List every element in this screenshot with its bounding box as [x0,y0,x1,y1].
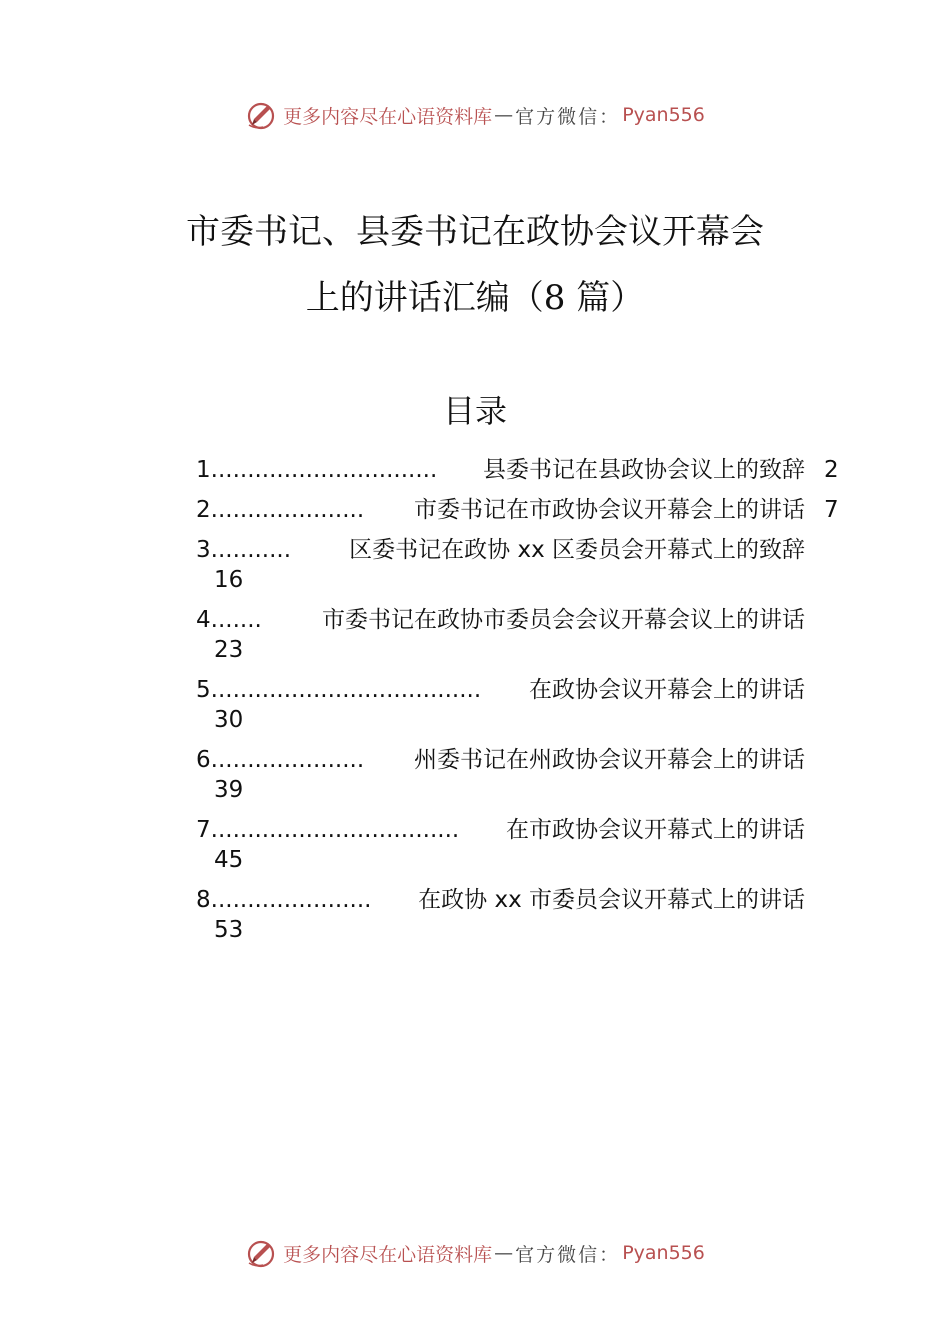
toc-entry-page: 16 [214,567,244,593]
watermark-wechat-label: 官方微信： [515,1243,621,1266]
watermark-wechat-id: Pyan556 [622,104,705,126]
toc-entry-title: 市委书记在政协市委员会会议开幕会议上的讲话 [322,607,805,633]
toc-entry-lead: 5..................................... [196,677,482,703]
toc-entry-page: 23 [214,637,244,663]
watermark-banner-top [0,95,950,135]
toc-entry-page: 45 [214,847,244,873]
pen-circle-icon [245,1237,277,1269]
watermark-dash: — [494,1242,514,1264]
toc-entry-page: 39 [214,777,244,803]
toc-entry-lead: 4....... [196,607,262,633]
document-title-line2: 上的讲话汇编（8 篇） [305,278,645,318]
watermark-wechat-id: Pyan556 [622,1242,705,1264]
watermark-dash: — [494,104,514,126]
pen-circle-icon [245,99,277,131]
toc-entry-page: 2 [824,457,839,483]
toc-heading: 目录 [442,392,507,430]
toc-entry-title: 市委书记在市政协会议开幕会上的讲话 [414,497,805,523]
toc-entry-lead: 3........... [196,537,292,563]
document-title-line1: 市委书记、县委书记在政协会议开幕会 [186,212,764,252]
toc-entry-page: 7 [824,497,839,523]
toc-entry-lead: 6..................... [196,747,365,773]
watermark-main-text: 更多内容尽在心语资料库 [283,1243,493,1266]
watermark-main-text: 更多内容尽在心语资料库 [283,105,493,128]
toc-entry-title: 在政协 xx 市委员会议开幕式上的讲话 [418,887,805,913]
watermark-wechat-label: 官方微信： [515,105,621,128]
toc-entry-title: 州委书记在州政协会议开幕会上的讲话 [414,747,805,773]
toc-entry-title: 在政协会议开幕会上的讲话 [529,677,805,703]
toc-entry-title: 在市政协会议开幕式上的讲话 [506,817,805,843]
toc-entry-title: 区委书记在政协 xx 区委员会开幕式上的致辞 [349,537,805,563]
watermark-banner-bottom [0,1233,950,1273]
toc-entry-lead: 8...................... [196,887,372,913]
toc-entry-page: 30 [214,707,244,733]
toc-entry-lead: 7.................................. [196,817,460,843]
toc-entry-page: 53 [214,917,244,943]
toc-entry-lead: 2..................... [196,497,365,523]
toc-entry-lead: 1............................... [196,457,438,483]
toc-entry-title: 县委书记在县政协会议上的致辞 [483,457,805,483]
